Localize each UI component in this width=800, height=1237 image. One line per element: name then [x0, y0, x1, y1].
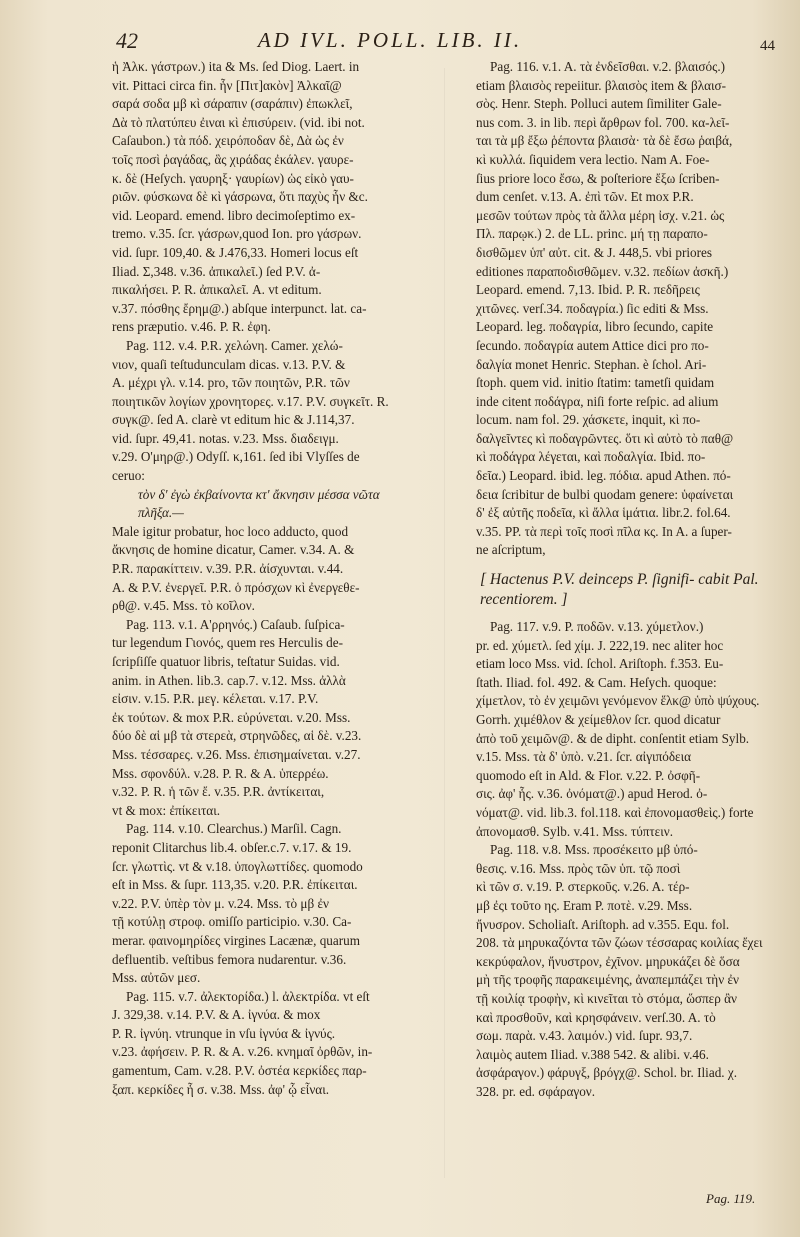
text-line: τοῖς ποσὶ ῥαγάδας, ἃς χιράδας ἐκάλεν. γαυρε- — [112, 151, 354, 167]
text-line: Gorrh. χιμέθλον & χείμεθλον ſcr. quod dicatur — [476, 712, 721, 727]
text-line: 208. τὰ μηρυκαζόντα τῶν ζώων τέσσαρας κοιλίας ἔχει — [476, 935, 763, 951]
text-line: v.32. P. R. ἡ τῶν ἔ. v.35. P.R. ἀντίκειται, — [112, 784, 325, 800]
text-line: Pag. 115. v.7. ἀλεκτορίδα.) l. ἀλεκτρίδα. vt eſt — [126, 988, 370, 1004]
text-line: σις. ἀφ' ἧς. v.36. ὀνόματ@.) apud Herod. ὀ- — [476, 786, 708, 802]
text-line: δεια ſcribitur de bulbi quodam genere: ὑφαίνεται — [476, 486, 734, 502]
text-line: κὶ κυλλά. ſiquidem vera lectio. Nam A. Foe- — [476, 151, 710, 167]
text-line: σαρά σοδα μβ κὶ σάραπιν (σαράπιν) ἐπωκλεῖ, — [112, 96, 353, 112]
text-line: δύο δὲ αἱ μβ τὰ στερεὰ, στρηνῶδες, αἱ δὲ. v.23. — [112, 728, 362, 744]
text-line: δαλγεῖντες κὶ ποδαγρῶντες. ὅτι κὶ αὐτὸ τὸ παθ@ — [476, 430, 734, 446]
text-line: ſius priore loco ἔσω, & poſteriore ἔξω ſcriben- — [476, 170, 720, 186]
text-line: καὶ προσθοῦν, καὶ κρησφάνειν. verſ.30. A. τὸ — [476, 1009, 716, 1025]
text-line: νιον, quaſi teſtudunculam dicas. v.13. P.V. & — [112, 356, 346, 372]
text-line: gamentum, Cam. v.28. P.V. ὀστέα κερκίδες παρ- — [112, 1063, 367, 1079]
text-line: ſcripſiſſe quatuor libris, teſtatur Suidas. vid. — [112, 654, 340, 669]
text-line: A. & P.V. ἐνεργεῖ. P.R. ὁ πρόσχων κὶ ἐνεργεθε- — [112, 579, 360, 595]
text-line: νόματ@. vid. lib.3. fol.118. καὶ ἐπονομασθεὶς.) forte — [476, 804, 754, 820]
right-column — [476, 58, 792, 1101]
text-line: P.R. παρακίττειν. v.39. P.R. ἀίσχυνται. v.44. — [112, 561, 344, 577]
text-line: Pag. 117. v.9. P. ποδῶν. v.13. χύμετλον.) — [490, 619, 704, 635]
text-line: δισθῶμεν ὑπ' αὐτ. cit. & J. 448,5. vbi priores — [476, 244, 713, 260]
running-title: AD IVL. POLL. LIB. II. — [257, 28, 523, 52]
text-line: ἄκνησις de homine dicatur, Camer. v.34. A. & — [112, 542, 355, 558]
text-line: τῇ κοτύλῃ στροφ. omiſſo participio. v.30. Ca- — [112, 914, 352, 930]
text-line: ἡ Ἀλκ. γάστρων.) ita & Ms. ſed Diog. Laert. in — [112, 59, 360, 74]
text-line: ἀσφάραγον.) φάρυγξ, βρόγχ@. Schol. br. Iliad. χ. — [476, 1065, 738, 1081]
text-line: ποιητικῶν λογίων χρονητορες. v.17. P.V. συγκεῖτ. R. — [112, 393, 389, 409]
text-line: κὶ ποδάγρα λέγεται, καὶ ποδαλγία. Ibid. πο- — [476, 449, 706, 465]
text-line: εἰσιν. v.15. P.R. μεγ. κέλεται. v.17. P.V. — [112, 691, 319, 707]
text-line: pr. ed. χύμετλ. ſed χίμ. J. 222,19. nec aliter hoc — [476, 637, 724, 653]
text-line: ἀπονομασθ. Sylb. v.41. Mss. τύπτειν. — [476, 823, 674, 839]
text-line: vit. Pittaci circa fin. ἦν [Πιτ]ακὸν] Ἀλκαῖ@ — [112, 77, 342, 93]
text-line: χιτῶνες. verſ.34. ποδαγρία.) ſic editi & Mss. — [476, 300, 709, 316]
text-line: vid. Leopard. emend. libro decimoſeptimo ex- — [112, 207, 356, 223]
page-header — [0, 24, 800, 54]
text-line: μὴ τῆς τροφῆς παρακειμένης, ἀναπεμπάζει τὴν ἐν — [476, 972, 739, 988]
text-line: J. 329,38. v.14. P.V. & A. ἰγνύα. & mox — [112, 1007, 321, 1023]
text-line: eſt in Mss. & ſupr. 113,35. v.20. P.R. ἐπίκειται. — [112, 877, 358, 893]
text-line: v.23. ἀφήσειν. P. R. & A. v.26. κνημαῖ ὀρθῶν, in- — [112, 1044, 373, 1060]
text-line: editiones παραποδισθῶμεν. v.32. πεδίων ἀσκῆ.) — [476, 263, 729, 279]
text-line: rens præputio. v.46. P. R. ἐφη. — [112, 319, 271, 335]
text-line: ſecundo. ποδαγρία autem Attice dici pro πο- — [476, 337, 709, 353]
text-line: λαιμὸς autem Iliad. v.388 542. & alibi. v.46. — [476, 1046, 709, 1062]
text-line: merar. φαινομηρίδες virgines Lacænæ, quarum — [112, 932, 360, 948]
text-line: συγκ@. ſed A. clarè vt editum hic & J.114,37. — [112, 412, 355, 428]
text-line: Iliad. Σ,348. v.36. ἀπικαλεῖ.) ſed P.V. ἀ- — [112, 263, 321, 279]
text-line: tur legendum Γιονός, quem res Herculis de- — [112, 635, 343, 651]
text-line: Male igitur probatur, hoc loco adducto, quod — [112, 523, 349, 539]
text-line: Pag. 116. v.1. A. τὰ ἐνδεῖσθαι. v.2. βλαισός.) — [490, 59, 726, 74]
text-line: ſcr. γλωττὶς. vt & v.18. ὑπογλωττίδες. quomodo — [112, 858, 363, 874]
text-line: quomodo eſt in Ald. & Flor. v.22. P. ὀσφῆ- — [476, 767, 701, 783]
text-line: locum. nam fol. 29. χάσκετε, inquit, κὶ πο- — [476, 412, 701, 428]
text-line: Pag. 114. v.10. Clearchus.) Marſil. Cagn. — [126, 821, 342, 837]
text-line: v.22. P.V. ὑπὲρ τὸν μ. v.24. Mss. τὸ μβ ἐν — [112, 895, 329, 911]
text-line: ξαπ. κερκίδες ἦ σ. v.38. Mss. ἀφ' ᾧ εἶναι. — [112, 1081, 330, 1097]
text-line: etiam loco Mss. vid. ſchol. Ariſtoph. f.353. Eu- — [476, 656, 724, 672]
text-line: Πλ. παρῳκ.) 2. de LL. princ. μή τῃ παραπο- — [476, 226, 708, 242]
text-line: ceruo: — [112, 468, 145, 484]
text-line: Leopard. leg. ποδαγρία, libro ſecundo, capite — [476, 319, 714, 335]
text-line: 328. pr. ed. σφάραγον. — [476, 1083, 596, 1099]
text-line: δ' ἐξ αὐτῆς ποδεῖα, κὶ ἄλλα ἱμάτια. libr.2. fol.64. — [476, 505, 731, 521]
text-line: Mss. σφονδύλ. v.28. P. R. & A. ὑπερρέω. — [112, 765, 329, 781]
text-line: ne aſcriptum, — [476, 542, 546, 558]
text-line: ἐκ τούτων. & mox P.R. εὐρύνεται. v.20. Mss. — [112, 709, 351, 725]
text-line: ἤνυσρον. Scholiaſt. Ariſtoph. ad v.355. Equ. fol. — [476, 916, 730, 932]
right-page-number: 44 — [760, 38, 775, 54]
text-line: Mss. τέσσαρες. v.26. Mss. ἐπισημαίνεται. v.27. — [112, 746, 361, 762]
text-line: inde citent ποδάγρα, niſi forte reſpic. ad alium — [476, 393, 719, 409]
gutter — [444, 68, 445, 1178]
text-line: σὸς. Henr. Steph. Polluci autem ſimiliter Gale- — [476, 96, 722, 112]
text-line: τὸν δ' ἐγὼ ἐκβαίνοντα κτ' ἄκνησιν μέσσα νῶτα — [138, 486, 380, 502]
text-line: κὶ τῶν σ. v.19. P. στερκοῦς. v.26. A. τέρ- — [476, 879, 690, 895]
text-line: ται τὰ μβ ἔξω ῥέποντα βλαισὰ· τὰ δὲ ἔσω ῥαιβά, — [476, 133, 733, 149]
left-page-number: 42 — [116, 28, 138, 53]
text-line: dum cenſet. v.13. A. ἐπὶ τῶν. Et mox P.R. — [476, 189, 694, 205]
text-line: θεσις. v.16. Mss. πρὸς τῶν ὑπ. τῷ ποσὶ — [476, 860, 681, 876]
text-line: πλῆξα.— — [138, 505, 184, 521]
text-line: ριῶν. φύσκωνα δὲ κὶ γάσρωνα, ὅτι παχὺς ἦν &c. — [112, 189, 368, 205]
text-line: nus com. 3. in lib. περὶ ἄρθρων fol. 700. κα-λεῖ- — [476, 114, 730, 130]
left-column — [112, 58, 428, 1099]
text-line: Δὰ τὸ πλατύπευ ἐιναι κὶ ἐπισύρειν. (vid. ibi not. — [112, 114, 365, 130]
editorial-note: [ Hactenus P.V. deinceps P. ſignifi- cabit Pal. recentiorem. ] — [480, 571, 759, 609]
text-line: μεσῶν τούτων πρὸς τὰ ἄλλα μέρη ἰσχ. v.21. ὡς — [476, 207, 725, 223]
text-line: tremo. v.35. ſcr. γάσρων,quod Ion. pro γάσρων. — [112, 226, 362, 242]
text-line: defluentib. veſtibus femora nudarentur. v.36. — [112, 951, 347, 967]
text-line: χίμετλον, τὸ ἐν χειμῶνι γενόμενον ἕλκ@ ὑπὸ ψύχους. — [476, 693, 760, 709]
text-line: σωμ. παρὰ. v.43. λαιμόν.) vid. ſupr. 93,7. — [476, 1028, 693, 1044]
text-line: vid. ſupr. 49,41. notas. v.23. Mss. διαδειγμ. — [112, 430, 339, 446]
text-line: δεῖα.) Leopard. ibid. leg. πόδια. apud Athen. πό- — [476, 468, 731, 484]
text-line: P. R. ἰγνύη. vtrunque in vſu ἰγνύα & ἰγνύς. — [112, 1025, 336, 1041]
text-line: Mss. αὐτῶν μεσ. — [112, 970, 201, 986]
text-line: Pag. 112. v.4. P.R. χελώνη. Camer. χελώ- — [126, 337, 343, 353]
text-line: ſtath. Iliad. fol. 492. & Cam. Heſych. quoque: — [476, 674, 717, 690]
text-line: Caſaubon.) τὰ πόδ. χειρόποδαν δὲ, Δὰ ὡς ἐν — [112, 133, 344, 149]
text-line: Pag. 113. v.1. A'ρρηνός.) Caſaub. ſuſpica- — [126, 616, 345, 632]
text-line: τῇ κοιλίᾳ τροφὴν, κὶ κινεῖται τὸ στόμα, ὥσπερ ἂν — [476, 990, 737, 1006]
text-line: ἀπὸ τοῦ χειμῶν@. & de dipht. conſentit etiam Sylb. — [476, 730, 750, 746]
text-line: reponit Clitarchus lib.4. obſer.c.7. v.17. & 19. — [112, 839, 352, 855]
text-line: anim. in Athen. lib.3. cap.7. v.12. Mss. ἀλλὰ — [112, 672, 346, 688]
text-line: v.15. Mss. τὰ δ' ὑπὸ. v.21. ſcr. αἰγιπόδεια — [476, 749, 692, 765]
text-line: A. μέχρι γλ. v.14. pro, τῶν ποιητῶν, P.R. τῶν — [112, 375, 350, 391]
text-line: Leopard. emend. 7,13. Ibid. P. R. πεδῆρεις — [476, 282, 700, 298]
text-line: vid. ſupr. 109,40. & J.476,33. Homeri locus eſt — [112, 244, 359, 260]
text-line: ſtoph. quem vid. initio ſtatim: tametſi quidam — [476, 375, 715, 391]
text-line: vt & mox: ἐπίκειται. — [112, 802, 221, 818]
text-line: ρθ@. v.45. Mss. τὸ κοῖλον. — [112, 598, 255, 614]
catchword: Pag. 119. — [706, 1191, 756, 1206]
text-line: δαλγία monet Henric. Stephan. è ſchol. Ari- — [476, 356, 707, 372]
text-line: v.35. PP. τὰ περὶ τοῖς ποσὶ πῖλα κς. In A. a ſuper- — [476, 523, 732, 539]
text-line: μβ ἐςι τοῦτο ης. Eram P. ποτὲ. v.29. Mss. — [476, 897, 693, 913]
text-line: v.37. πόσθης ἔρημ@.) abſque interpunct. lat. ca- — [112, 300, 367, 316]
text-line: κεκρύφαλον, ἤνυστρον, ἐχῖνον. μηρυκάζει δὲ ὅσα — [476, 953, 740, 969]
text-line: πικαλήσει. P. R. ἀπικαλεῖ. A. vt editum. — [112, 282, 322, 298]
text-line: v.29. O'μηρ@.) Odyſſ. κ,161. ſed ibi Vlyſſes de — [112, 449, 360, 465]
text-line: Pag. 118. v.8. Mss. προσέκειτο μβ ὑπό- — [490, 842, 698, 858]
text-line: etiam βλαισὸς repeiitur. βλαισὸς item & βλαισ- — [476, 77, 727, 93]
text-line: κ. δὲ (Heſych. γαυρηξ· γαυρίων) ὡς εἰκὸ γαυ- — [112, 170, 354, 186]
